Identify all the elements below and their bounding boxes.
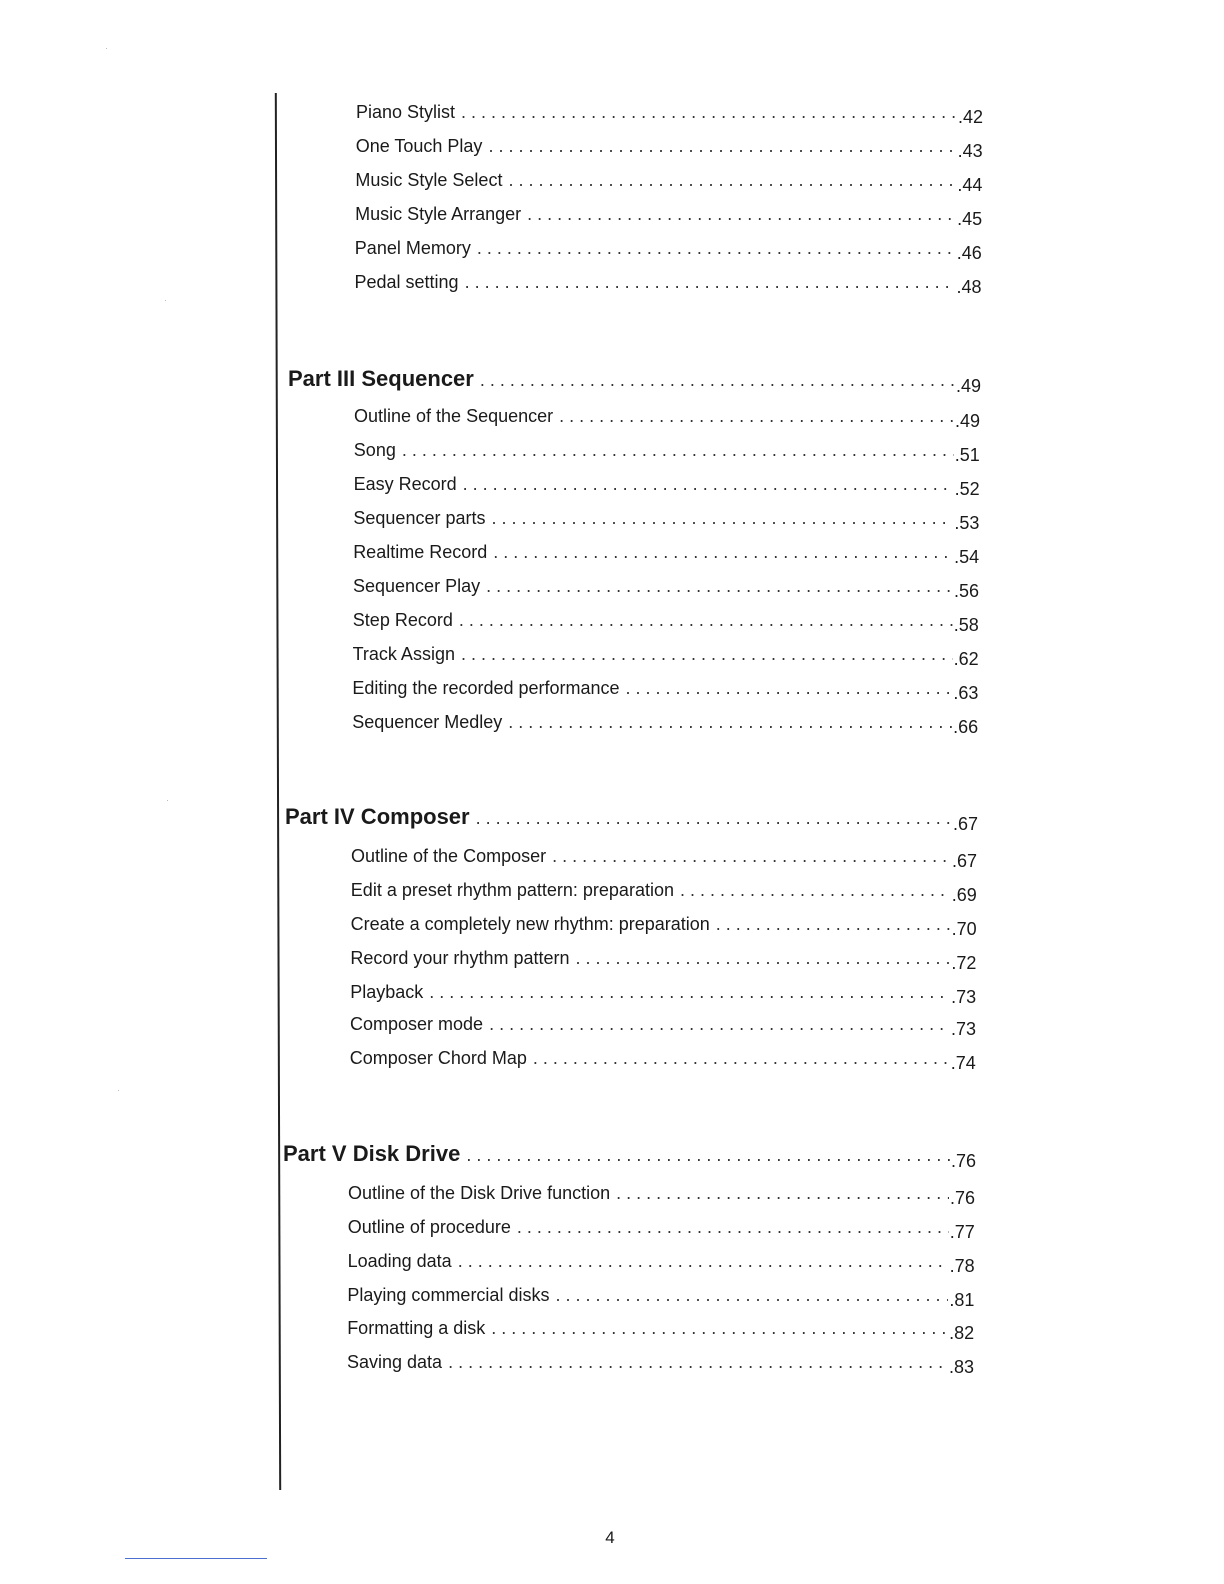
dot-leader <box>527 204 956 225</box>
page-ref: .56 <box>953 581 979 601</box>
page-ref: .43 <box>957 141 983 161</box>
toc-entry-row <box>350 1048 976 1074</box>
entry-label: Panel Memory <box>354 238 471 258</box>
toc-entry-row <box>351 914 977 940</box>
page-ref: .46 <box>956 243 982 263</box>
page-ref: .49 <box>954 411 980 431</box>
page-ref: .70 <box>951 919 977 939</box>
dot-leader <box>680 880 951 901</box>
entry-label: One Touch Play <box>355 136 483 156</box>
entry-label: Create a completely new rhythm: preparation <box>350 914 710 934</box>
toc-entry-row <box>355 238 982 264</box>
toc-entry-row <box>348 1183 975 1209</box>
scan-speck <box>167 800 168 801</box>
entry-label: Edit a preset rhythm pattern: preparation <box>350 880 674 900</box>
toc-entry-row <box>352 712 978 738</box>
page-ref: .49 <box>955 376 981 396</box>
entry-label: Outline of the Disk Drive function <box>348 1183 611 1203</box>
dot-leader <box>461 644 953 665</box>
toc-entry-row <box>350 1014 976 1040</box>
dot-leader <box>491 508 953 529</box>
page-ref: .82 <box>949 1323 975 1343</box>
part-heading-row <box>285 804 978 834</box>
toc-entry-row <box>347 1285 974 1311</box>
part-title: Part V Disk Drive <box>283 1141 461 1166</box>
page-ref: .67 <box>952 814 978 834</box>
dot-leader <box>465 272 956 293</box>
entry-label: Outline of procedure <box>347 1217 511 1237</box>
entry-label: Sequencer Play <box>353 576 481 596</box>
toc-entry-row <box>354 474 980 500</box>
scan-speck <box>106 48 107 49</box>
page-number: 4 <box>605 1528 615 1547</box>
toc-entry-row <box>354 440 980 466</box>
dot-leader <box>477 238 956 259</box>
toc-entry-row <box>356 102 983 128</box>
part-title: Part IV Composer <box>285 804 470 829</box>
dot-leader <box>555 1285 948 1306</box>
page-ref: .63 <box>953 683 979 703</box>
dot-leader <box>508 712 952 733</box>
entry-label: Editing the recorded performance <box>352 678 620 698</box>
entry-label: Sequencer Medley <box>352 712 503 732</box>
page-ref: .44 <box>957 175 983 195</box>
entry-label: Loading data <box>347 1251 452 1271</box>
toc-entry-row <box>354 406 980 432</box>
entry-label: Outline of the Sequencer <box>354 406 554 426</box>
page-ref: .73 <box>951 987 977 1007</box>
page-ref: .58 <box>953 615 979 635</box>
page-ref: .66 <box>953 717 979 737</box>
dot-leader <box>448 1352 948 1373</box>
dot-leader <box>559 406 954 427</box>
page-ref: .69 <box>951 885 977 905</box>
dot-leader <box>575 948 950 969</box>
dot-leader <box>429 982 950 1003</box>
toc-entry-row <box>347 1352 974 1378</box>
entry-label: Music Style Arranger <box>355 204 522 224</box>
dot-leader <box>616 1183 949 1204</box>
dot-leader <box>626 678 953 699</box>
entry-label: Sequencer parts <box>353 508 486 528</box>
dot-leader <box>491 1318 948 1339</box>
page-ref: .76 <box>950 1151 976 1171</box>
toc-entry-row <box>351 846 977 872</box>
entry-label: Piano Stylist <box>356 102 456 122</box>
page-ref: .45 <box>957 209 983 229</box>
entry-label: Pedal setting <box>354 272 459 292</box>
toc-entry-row <box>352 678 978 704</box>
entry-label: Song <box>353 440 396 460</box>
page-ref: .81 <box>949 1290 975 1310</box>
toc-entry-row <box>347 1318 974 1344</box>
toc-entry-row <box>350 948 976 974</box>
entry-label: Outline of the Composer <box>351 846 547 866</box>
entry-label: Playing commercial disks <box>347 1285 550 1305</box>
entry-label: Saving data <box>347 1352 443 1372</box>
dot-leader <box>476 808 952 829</box>
page-ref: .53 <box>954 513 980 533</box>
page-ref: .51 <box>954 445 980 465</box>
toc-entry-row <box>350 982 976 1008</box>
page-ref: .52 <box>954 479 980 499</box>
page-ref: .72 <box>951 953 977 973</box>
page-ref: .48 <box>956 277 982 297</box>
page-ref: .73 <box>950 1019 976 1039</box>
page-ref: .62 <box>953 649 979 669</box>
dot-leader <box>486 576 953 597</box>
dot-leader <box>517 1217 949 1238</box>
dot-leader <box>458 1251 949 1272</box>
entry-label: Composer mode <box>350 1014 484 1034</box>
dot-leader <box>461 102 957 123</box>
page-ref: .67 <box>951 851 977 871</box>
entry-label: Easy Record <box>353 474 457 494</box>
part-title: Part III Sequencer <box>288 366 474 391</box>
scan-speck <box>165 300 166 301</box>
page-ref: .83 <box>948 1357 974 1377</box>
dot-leader <box>508 170 956 191</box>
dot-leader <box>716 914 951 935</box>
entry-label: Realtime Record <box>353 542 488 562</box>
toc-entry-row <box>353 508 979 534</box>
page-ref: .76 <box>949 1188 975 1208</box>
dot-leader <box>552 846 951 867</box>
page-ref: .54 <box>954 547 980 567</box>
toc-entry-row <box>353 644 979 670</box>
dot-leader <box>493 542 953 563</box>
dot-leader <box>533 1048 950 1069</box>
dot-leader <box>480 370 955 391</box>
toc-entry-row <box>355 204 982 230</box>
toc-entry-row <box>356 136 983 162</box>
page-ref: .42 <box>957 107 983 127</box>
toc-entry-row <box>353 576 979 602</box>
page-ref: .74 <box>950 1053 976 1073</box>
entry-label: Music Style Select <box>355 170 503 190</box>
toc-entry-row <box>348 1217 975 1243</box>
dot-leader <box>402 440 954 461</box>
dot-leader <box>463 474 954 495</box>
toc-entry-row <box>355 272 982 298</box>
toc-entry-row <box>351 880 977 906</box>
toc-entry-row <box>348 1251 975 1277</box>
toc-entry-row <box>353 542 979 568</box>
entry-label: Record your rhythm pattern <box>350 948 570 968</box>
entry-label: Playback <box>350 982 424 1002</box>
dot-leader <box>466 1145 950 1166</box>
entry-label: Composer Chord Map <box>349 1048 527 1068</box>
left-margin-rule <box>275 93 281 1490</box>
scan-speck <box>118 1090 119 1091</box>
page-ref: .78 <box>949 1256 975 1276</box>
dot-leader <box>459 610 953 631</box>
part-heading-row <box>288 366 981 396</box>
entry-label: Step Record <box>352 610 453 630</box>
dot-leader <box>489 1014 950 1035</box>
toc-entry-row <box>353 610 979 636</box>
entry-label: Formatting a disk <box>347 1318 486 1338</box>
part-heading-row <box>283 1141 976 1171</box>
entry-label: Track Assign <box>352 644 455 664</box>
dot-leader <box>488 136 956 157</box>
footnote-rule <box>125 1558 267 1559</box>
toc-entry-row <box>355 170 982 196</box>
page-ref: .77 <box>949 1222 975 1242</box>
